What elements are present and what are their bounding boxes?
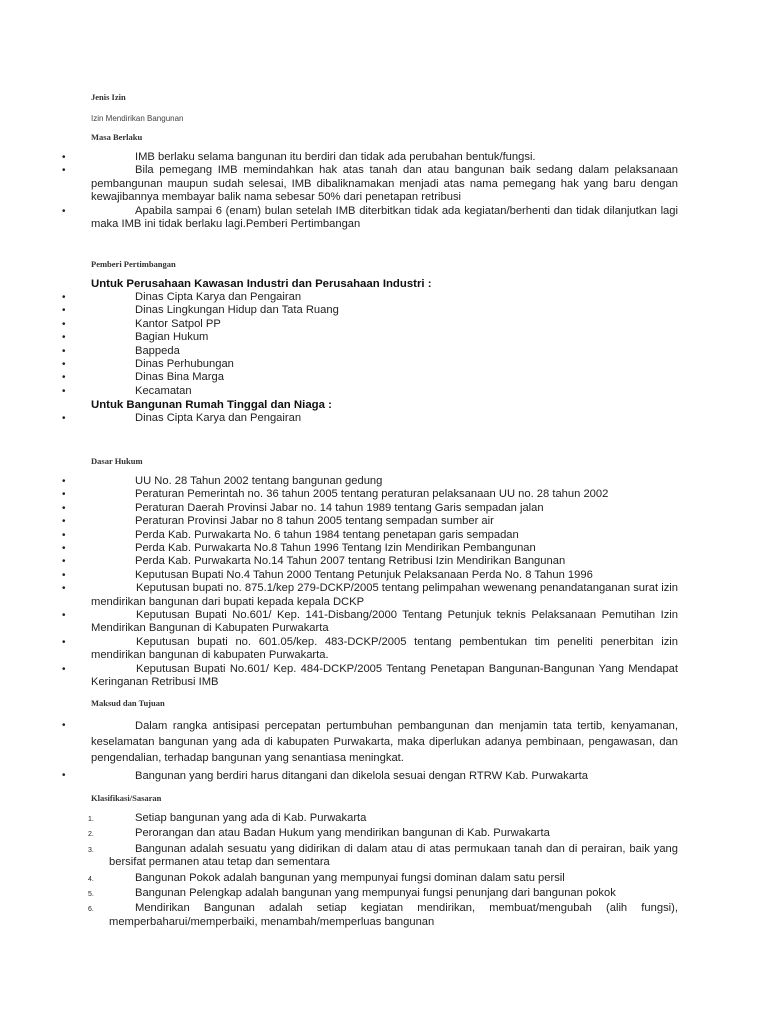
list-item: • IMB berlaku selama bangunan itu berdiri dan tidak ada perubahan bentuk/fungsi. — [62, 151, 536, 163]
list-item: • Bangunan yang berdiri harus ditangani dan dikelola sesuai dengan RTRW Kab. Purwakarta — [62, 770, 588, 782]
list-item: 5. Bangunan Pelengkap adalah bangunan yang mempunyai fungsi penunjang dari bangunan pokok — [88, 887, 616, 900]
list-item: • Peraturan Provinsi Jabar no 8 tahun 2005 tentang sempadan sumber air — [62, 515, 494, 528]
list-item: • Dalam rangka antisipasi percepatan pertumbuhan pembangunan dan menjamin tata tertib, kenyamanan, keselamatan bangunan yang ada di kabupaten Purwakarta, maka diperlukan adanya pembinaan, pengawasan, dan pengendalian, terhadap bangunan yang senantiasa meningkat. — [62, 720, 678, 764]
list-item: 1. Setiap bangunan yang ada di Kab. Purwakarta — [88, 812, 367, 824]
group1-title: Untuk Perusahaan Kawasan Industri dan Perusahaan Industri : — [91, 278, 432, 290]
list-item: • UU No. 28 Tahun 2002 tentang bangunan gedung — [62, 475, 383, 487]
list-item: 3. Bangunan adalah sesuatu yang didirikan di dalam atau di atas permukaan tanah dan di perairan, baik yang bersifat permanen atau tetap dan sementara — [88, 842, 678, 869]
list-item: • Perda Kab. Purwakarta No.8 Tahun 1996 Tentang Izin Mendirikan Pembangunan — [62, 542, 536, 555]
list-item: • Dinas Perhubungan — [62, 358, 234, 371]
list-item: • Keputusan Bupati No.601/ Kep. 484-DCKP/2005 Tentang Penetapan Bangunan-Bangunan Yang Mendapat Keringanan Retribusi IMB — [62, 662, 678, 689]
heading-pemberi-pertimbangan: Pemberi Pertimbangan — [91, 259, 176, 269]
list-item: • Perda Kab. Purwakarta No. 6 tahun 1984 tentang penetapan garis sempadan — [62, 528, 519, 541]
heading-dasar-hukum: Dasar Hukum — [91, 456, 143, 466]
list-item: • Bappeda — [62, 344, 180, 357]
list-item: • Apabila sampai 6 (enam) bulan setelah IMB diterbitkan tidak ada kegiatan/berhenti dan tidak dilanjutkan lagi maka IMB ini tidak berlaku lagi.Pemberi Pertimbangan — [62, 204, 678, 231]
list-item: 2. Perorangan dan atau Badan Hukum yang mendirikan bangunan di Kab. Purwakarta — [88, 827, 550, 840]
group2-title: Untuk Bangunan Rumah Tinggal dan Niaga : — [91, 399, 332, 411]
list-item: • Kantor Satpol PP — [62, 317, 221, 330]
list-item: • Keputusan Bupati No.601/ Kep. 141-Disbang/2000 Tentang Petunjuk teknis Pelaksanaan Pemutihan Izin Mendirikan Bangunan di Kabupaten Purwakarta — [62, 609, 678, 635]
heading-masa-berlaku: Masa Berlaku — [91, 132, 143, 142]
list-item: • Bila pemegang IMB memindahkan hak atas tanah dan atau bangunan baik sedang dalam pelaksanaan pembangunan maupun sudah selesai, IMB dibaliknamakan menjadi atas nama pemegang hak yang baru dengan kewajibannya membayar balik nama sebesar 50% dari penetapan retribusi — [62, 164, 678, 204]
list-item: • Dinas Cipta Karya dan Pengairan — [62, 412, 302, 424]
list-item: • Dinas Bina Marga — [62, 371, 224, 384]
list-item: • Dinas Cipta Karya dan Pengairan — [62, 291, 302, 303]
dasar-hukum-list — [0, 475, 768, 690]
list-item: • Peraturan Pemerintah no. 36 tahun 2005 tentang peraturan pelaksanaan UU no. 28 tahun 2002 — [62, 488, 609, 501]
heading-klasifikasi: Klasifikasi/Sasaran — [91, 793, 162, 803]
list-item: • Kecamatan — [62, 384, 192, 397]
heading-jenis-izin: Jenis Izin — [91, 92, 126, 102]
heading-maksud-tujuan: Maksud dan Tujuan — [91, 698, 165, 708]
maksud-tujuan-list — [0, 718, 768, 784]
jenis-izin-value: Izin Mendirikan Bangunan — [91, 114, 184, 123]
list-item: • Keputusan bupati no. 601.05/kep. 483-DCKP/2005 tentang pembentukan tim peneliti penerbitan izin mendirikan bangunan di kabupaten Purwakarta. — [62, 635, 678, 662]
list-item: • Keputusan Bupati No.4 Tahun 2000 Tentang Petunjuk Pelaksanaan Perda No. 8 Tahun 1996 — [62, 568, 593, 581]
group1-list — [0, 291, 768, 398]
masa-berlaku-list — [0, 151, 768, 231]
klasifikasi-list — [0, 812, 768, 929]
group2-list — [0, 412, 768, 425]
list-item: • Dinas Lingkungan Hidup dan Tata Ruang — [62, 304, 339, 317]
list-item: 4. Bangunan Pokok adalah bangunan yang mempunyai fungsi dominan dalam satu persil — [88, 871, 565, 884]
list-item: • Keputusan bupati no. 875.1/kep 279-DCKP/2005 tentang pelimpahan wewenang penandatanganan surat izin mendirikan bangunan dari bupati kepada kepala DCKP — [62, 582, 678, 608]
list-item: • Peraturan Daerah Provinsi Jabar no. 14 tahun 1989 tentang Garis sempadan jalan — [62, 501, 544, 514]
list-item: 6. Mendirikan Bangunan adalah setiap kegiatan mendirikan, membuat/mengubah (alih fungsi), memperbaharui/memperbaiki, menambah/memperluas bangunan — [88, 902, 678, 928]
list-item: • Perda Kab. Purwakarta No.14 Tahun 2007 tentang Retribusi Izin Mendirikan Bangunan — [62, 555, 566, 568]
list-item: • Bagian Hukum — [62, 331, 209, 344]
